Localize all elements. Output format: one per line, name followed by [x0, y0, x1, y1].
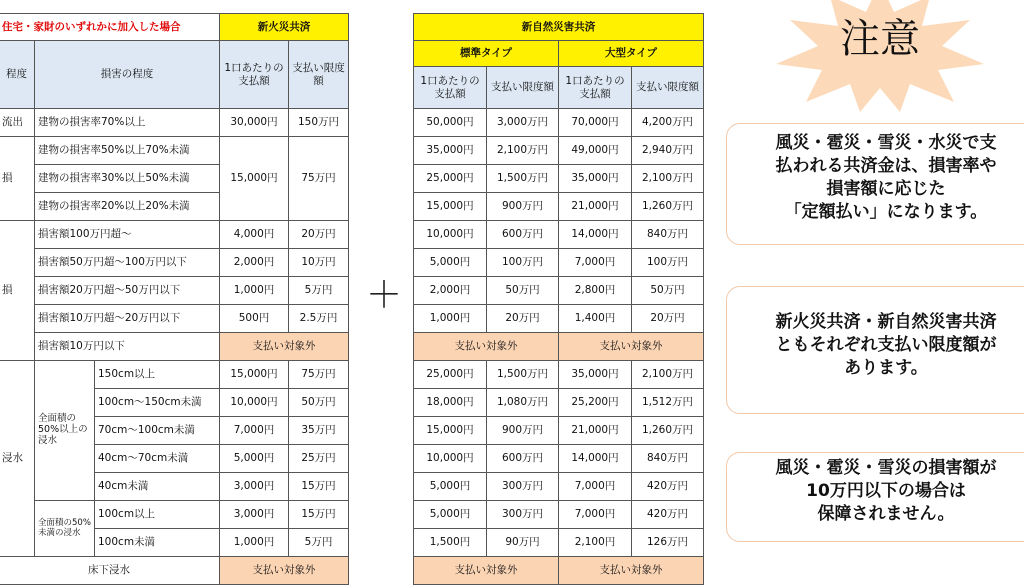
- limit-value: 300万円: [487, 501, 559, 529]
- category-zenkai: 損: [0, 137, 35, 221]
- pay-value: 5,000円: [414, 473, 487, 501]
- limit-value: 5万円: [289, 277, 349, 305]
- limit-value: 840万円: [632, 445, 704, 473]
- note-line: ともそれぞれ支払い限度額が: [775, 334, 997, 355]
- pay-value: 5,000円: [220, 445, 289, 473]
- pay-value: 35,000円: [414, 137, 487, 165]
- note-line: 新火災共済・新自然災害共済: [775, 312, 997, 332]
- limit-value: 1,080万円: [487, 389, 559, 417]
- limit-header: 支払い限度額: [632, 67, 704, 109]
- limit-value: 2,100万円: [632, 165, 704, 193]
- row-label: 70cm～100cm未満: [95, 417, 220, 445]
- pay-value: 2,000円: [220, 249, 289, 277]
- not-covered-cell: 支払い対象外: [414, 333, 559, 361]
- pay-value: 15,000円: [414, 193, 487, 221]
- pay-value: 30,000円: [220, 109, 289, 137]
- table-row: [414, 137, 704, 165]
- pay-value: 10,000円: [414, 445, 487, 473]
- pay-value: 2,800円: [559, 277, 632, 305]
- limit-value: 900万円: [487, 193, 559, 221]
- fire-insurance-table: [0, 13, 349, 585]
- table-row: [414, 277, 704, 305]
- limit-value: 4,200万円: [632, 109, 704, 137]
- limit-value: 25万円: [289, 445, 349, 473]
- limit-value: 15万円: [289, 501, 349, 529]
- pay-value: 2,100円: [559, 529, 632, 557]
- row-label: 40cm～70cm未満: [95, 445, 220, 473]
- category-shinsui: 浸水: [0, 361, 35, 557]
- pay-value: 2,000円: [414, 277, 487, 305]
- pay-value: 15,000円: [414, 417, 487, 445]
- note-line: 風災・雹災・雪災・水災で支: [775, 133, 997, 153]
- limit-value: 20万円: [289, 221, 349, 249]
- limit-value: 600万円: [487, 445, 559, 473]
- flood-group-50-under: 全面積の50%未満の浸水: [35, 501, 95, 557]
- pay-header: 1口あたりの支払額: [220, 41, 289, 109]
- limit-value: 100万円: [487, 249, 559, 277]
- table-row: [414, 193, 704, 221]
- row-label: 建物の損害率30%以上50%未満: [35, 165, 220, 193]
- pay-value: 7,000円: [559, 249, 632, 277]
- pay-value: 10,000円: [414, 221, 487, 249]
- limit-value: 150万円: [289, 109, 349, 137]
- limit-value: 5万円: [289, 529, 349, 557]
- limit-value: 90万円: [487, 529, 559, 557]
- limit-value: 2,940万円: [632, 137, 704, 165]
- pay-value: 1,000円: [414, 305, 487, 333]
- limit-value: 35万円: [289, 417, 349, 445]
- pay-value: 50,000円: [414, 109, 487, 137]
- note-limits: [726, 286, 1024, 414]
- limit-value: 20万円: [632, 305, 704, 333]
- table-row: [414, 221, 704, 249]
- pay-value: 25,000円: [414, 165, 487, 193]
- pay-value: 18,000円: [414, 389, 487, 417]
- pay-value: 25,200円: [559, 389, 632, 417]
- pay-value: 10,000円: [220, 389, 289, 417]
- row-label: 100cm未満: [95, 529, 220, 557]
- pay-value: 3,000円: [220, 501, 289, 529]
- note-not-covered: [726, 452, 1024, 542]
- pay-value: 25,000円: [414, 361, 487, 389]
- limit-header: 支払い限度額: [289, 41, 349, 109]
- note-line: 「定額払い」になります。: [784, 201, 988, 222]
- pay-value: 7,000円: [559, 501, 632, 529]
- table-top-label: 住宅・家財のいずれかに加入した場合: [0, 14, 220, 41]
- row-label: 建物の損害率50%以上70%未満: [35, 137, 220, 165]
- not-covered-cell: 支払い対象外: [559, 333, 704, 361]
- pay-value: 14,000円: [559, 221, 632, 249]
- limit-value: 2,100万円: [487, 137, 559, 165]
- limit-value: 10万円: [289, 249, 349, 277]
- limit-value: 1,260万円: [632, 193, 704, 221]
- standard-type-header: 標準タイプ: [414, 41, 559, 67]
- pay-value: 35,000円: [559, 361, 632, 389]
- table-row: [414, 361, 704, 389]
- limit-value: 50万円: [487, 277, 559, 305]
- pay-value: 1,400円: [559, 305, 632, 333]
- pay-value: 7,000円: [559, 473, 632, 501]
- limit-value: 420万円: [632, 501, 704, 529]
- limit-value: 75万円: [289, 137, 349, 221]
- table-row: [414, 473, 704, 501]
- limit-value: 100万円: [632, 249, 704, 277]
- row-label: 損害額100万円超～: [35, 221, 220, 249]
- limit-value: 1,512万円: [632, 389, 704, 417]
- note-fixed-payment: [726, 123, 1024, 245]
- note-line: 払われる共済金は、損害率や: [775, 155, 997, 176]
- limit-value: 50万円: [289, 389, 349, 417]
- table-row: [414, 529, 704, 557]
- limit-value: 2,100万円: [632, 361, 704, 389]
- limit-header: 支払い限度額: [487, 67, 559, 109]
- not-covered-cell: 支払い対象外: [559, 557, 704, 585]
- limit-value: 2.5万円: [289, 305, 349, 333]
- row-label: 損害額20万円超～50万円以下: [35, 277, 220, 305]
- row-label: 100cm～150cm未満: [95, 389, 220, 417]
- pay-value: 49,000円: [559, 137, 632, 165]
- table-row: [414, 249, 704, 277]
- pay-header: 1口あたりの支払額: [559, 67, 632, 109]
- pay-value: 21,000円: [559, 193, 632, 221]
- degree-header: 程度: [0, 41, 35, 109]
- limit-value: 126万円: [632, 529, 704, 557]
- limit-value: 600万円: [487, 221, 559, 249]
- not-covered-cell: 支払い対象外: [220, 557, 349, 585]
- limit-value: 15万円: [289, 473, 349, 501]
- note-line: 風災・雹災・雪災の損害額が: [775, 458, 997, 478]
- limit-value: 840万円: [632, 221, 704, 249]
- note-line: 損害額に応じた: [826, 178, 946, 199]
- pay-header: 1口あたりの支払額: [414, 67, 487, 109]
- caution-burst: [770, 0, 990, 112]
- table-row: [414, 417, 704, 445]
- pay-value: 500円: [220, 305, 289, 333]
- table-row: [414, 165, 704, 193]
- limit-value: 3,000万円: [487, 109, 559, 137]
- pay-value: 5,000円: [414, 249, 487, 277]
- pay-value: 70,000円: [559, 109, 632, 137]
- pay-value: 15,000円: [220, 361, 289, 389]
- row-label: 建物の損害率20%以上20%未満: [35, 193, 220, 221]
- flood-group-50-over: 全面積の50%以上の浸水: [35, 361, 95, 501]
- limit-value: 420万円: [632, 473, 704, 501]
- note-line: 保障されません。: [817, 503, 955, 524]
- limit-value: 900万円: [487, 417, 559, 445]
- limit-value: 75万円: [289, 361, 349, 389]
- natural-disaster-table: [413, 13, 704, 585]
- pay-value: 14,000円: [559, 445, 632, 473]
- limit-value: 20万円: [487, 305, 559, 333]
- pay-value: 5,000円: [414, 501, 487, 529]
- limit-value: 300万円: [487, 473, 559, 501]
- not-covered-cell: 支払い対象外: [414, 557, 559, 585]
- row-label: 損害額50万円超～100万円以下: [35, 249, 220, 277]
- category-nagare: 流出: [0, 109, 35, 137]
- caution-title: 注意: [840, 16, 920, 62]
- table-row: [414, 109, 704, 137]
- not-covered-cell: 支払い対象外: [220, 333, 349, 361]
- pay-value: 7,000円: [220, 417, 289, 445]
- table-row: [414, 305, 704, 333]
- pay-value: 21,000円: [559, 417, 632, 445]
- limit-value: 50万円: [632, 277, 704, 305]
- limit-value: 1,260万円: [632, 417, 704, 445]
- pay-value: 1,000円: [220, 277, 289, 305]
- category-hankai: 損: [0, 221, 35, 361]
- row-label: 40cm未満: [95, 473, 220, 501]
- shinkasai-header: 新火災共済: [220, 14, 349, 41]
- table-row: [414, 445, 704, 473]
- table-row: [414, 501, 704, 529]
- pay-value: 15,000円: [220, 137, 289, 221]
- large-type-header: 大型タイプ: [559, 41, 704, 67]
- pay-value: 4,000円: [220, 221, 289, 249]
- pay-value: 1,000円: [220, 529, 289, 557]
- plus-sign: ＋: [366, 275, 403, 316]
- shinshizen-header: 新自然災害共済: [414, 14, 704, 41]
- floor-flood-label: 床下浸水: [0, 557, 220, 585]
- row-label: 100cm以上: [95, 501, 220, 529]
- pay-value: 1,500円: [414, 529, 487, 557]
- row-label: 損害額10万円超～20万円以下: [35, 305, 220, 333]
- note-line: 10万円以下の場合は: [806, 480, 966, 501]
- row-label: 150cm以上: [95, 361, 220, 389]
- pay-value: 35,000円: [559, 165, 632, 193]
- pay-value: 3,000円: [220, 473, 289, 501]
- row-label: 建物の損害率70%以上: [35, 109, 220, 137]
- row-label: 損害額10万円以下: [35, 333, 220, 361]
- damage-header: 損害の程度: [35, 41, 220, 109]
- limit-value: 1,500万円: [487, 361, 559, 389]
- note-line: あります。: [844, 357, 928, 378]
- table-row: [414, 389, 704, 417]
- limit-value: 1,500万円: [487, 165, 559, 193]
